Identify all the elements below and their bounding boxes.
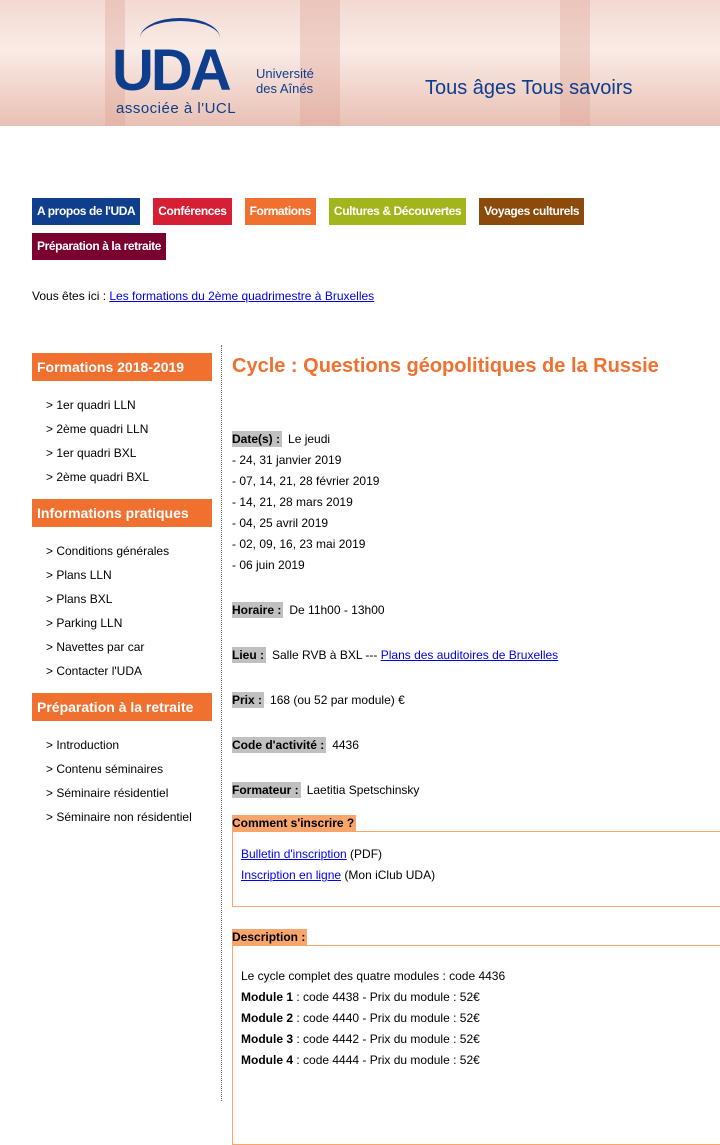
module-text: : code 4438 - Prix du module : 52€: [293, 990, 480, 1004]
sidebar-heading-infos: Informations pratiques: [32, 499, 212, 527]
sidebar: [32, 353, 212, 839]
inscription-suffix: (Mon iClub UDA): [341, 868, 436, 882]
module-text: : code 4442 - Prix du module : 52€: [293, 1032, 480, 1046]
module-text: : code 4444 - Prix du module : 52€: [293, 1053, 480, 1067]
module-name: Module 2: [241, 1011, 294, 1025]
code-row: [232, 735, 720, 756]
sidebar-item[interactable]: > Séminaire non résidentiel: [46, 810, 192, 824]
date-item: - 04, 25 avril 2019: [232, 516, 329, 530]
lieu-value: Salle RVB à BXL ---: [272, 648, 381, 662]
tagline: Tous âges Tous savoirs: [425, 77, 633, 99]
sidebar-item[interactable]: > Contacter l'UDA: [46, 664, 142, 678]
nav-a-propos[interactable]: A propos de l'UDA: [32, 198, 140, 225]
logo-univ-line2: des Aînés: [256, 81, 314, 96]
dates-value: Le jeudi: [288, 432, 331, 446]
column-divider: [221, 345, 222, 1101]
sidebar-heading-retraite: Préparation à la retraite: [32, 693, 212, 721]
sidebar-item[interactable]: > Navettes par car: [46, 640, 145, 654]
date-item: - 06 juin 2019: [232, 558, 305, 572]
description-intro: Le cycle complet des quatre modules : code 4436: [241, 969, 506, 983]
date-item: - 02, 09, 16, 23 mai 2019: [232, 537, 366, 551]
lieu-label: Lieu :: [232, 648, 264, 662]
prix-label: Prix :: [232, 693, 263, 707]
sidebar-item[interactable]: > Plans LLN: [46, 568, 112, 582]
horaire-label: Horaire :: [232, 603, 282, 617]
module-row: [241, 1029, 712, 1050]
module-name: Module 1: [241, 990, 294, 1004]
nav-conferences[interactable]: Conférences: [153, 198, 231, 225]
module-row: [241, 987, 712, 1008]
plans-bruxelles-link[interactable]: Plans des auditoires de Bruxelles: [380, 648, 559, 662]
horaire-row: [232, 600, 720, 621]
sidebar-item[interactable]: > Plans BXL: [46, 592, 113, 606]
inscrire-box: [232, 831, 720, 907]
code-value: 4436: [332, 738, 359, 752]
nav-preparation[interactable]: Préparation à la retraite: [32, 233, 166, 260]
date-item: - 24, 31 janvier 2019: [232, 453, 342, 467]
breadcrumb-prefix: Vous êtes ici :: [32, 289, 110, 303]
sidebar-item[interactable]: > Conditions générales: [46, 544, 170, 558]
sidebar-item[interactable]: > Parking LLN: [46, 616, 123, 630]
logo-subtitle: associée à l'UCL: [116, 100, 237, 117]
module-row: [241, 1050, 712, 1071]
nav-voyages[interactable]: Voyages culturels: [479, 198, 584, 225]
code-label: Code d'activité :: [232, 738, 325, 752]
dates-label: Date(s) :: [232, 432, 281, 446]
prix-row: [232, 690, 720, 711]
module-text: : code 4440 - Prix du module : 52€: [293, 1011, 480, 1025]
prix-value: 168 (ou 52 par module) €: [270, 693, 405, 707]
inscription-en-ligne-link[interactable]: Inscription en ligne: [241, 868, 342, 882]
formateur-value: Laetitia Spetschinsky: [306, 783, 420, 797]
logo[interactable]: UDA: [112, 38, 229, 103]
sidebar-item[interactable]: > 1er quadri LLN: [46, 398, 136, 412]
logo-univ-line1: Université: [256, 66, 314, 81]
description-heading: Description :: [232, 930, 306, 944]
dates-row: [232, 429, 720, 450]
nav-cultures[interactable]: Cultures & Découvertes: [329, 198, 466, 225]
sidebar-item[interactable]: > Contenu séminaires: [46, 762, 164, 776]
breadcrumb: [32, 289, 374, 303]
page-title: Cycle : Questions géopolitiques de la Russie: [232, 355, 659, 377]
site-header: [0, 0, 720, 126]
sidebar-item[interactable]: > 2ème quadri BXL: [46, 470, 150, 484]
breadcrumb-link[interactable]: Les formations du 2ème quadrimestre à Bruxelles: [109, 289, 375, 303]
module-row: [241, 1008, 712, 1029]
nav-formations[interactable]: Formations: [245, 198, 316, 225]
formateur-label: Formateur :: [232, 783, 299, 797]
sidebar-item[interactable]: > Séminaire résidentiel: [46, 786, 169, 800]
formateur-row: [232, 780, 720, 801]
sidebar-item[interactable]: > Introduction: [46, 738, 120, 752]
bulletin-link[interactable]: Bulletin d'inscription: [241, 847, 347, 861]
sidebar-item[interactable]: > 1er quadri BXL: [46, 446, 137, 460]
main-content: [232, 352, 720, 1145]
module-name: Module 3: [241, 1032, 294, 1046]
inscrire-heading: Comment s'inscrire ?: [232, 816, 355, 830]
description-box: [232, 945, 720, 1145]
date-item: - 14, 21, 28 mars 2019: [232, 495, 353, 509]
horaire-value: De 11h00 - 13h00: [289, 603, 385, 617]
sidebar-heading-formations: Formations 2018-2019: [32, 353, 212, 381]
date-item: - 07, 14, 21, 28 février 2019: [232, 474, 380, 488]
bulletin-suffix: (PDF): [346, 847, 383, 861]
module-name: Module 4: [241, 1053, 294, 1067]
main-nav: [32, 198, 720, 260]
logo-university: [256, 66, 314, 96]
lieu-row: [232, 645, 720, 666]
sidebar-item[interactable]: > 2ème quadri LLN: [46, 422, 149, 436]
